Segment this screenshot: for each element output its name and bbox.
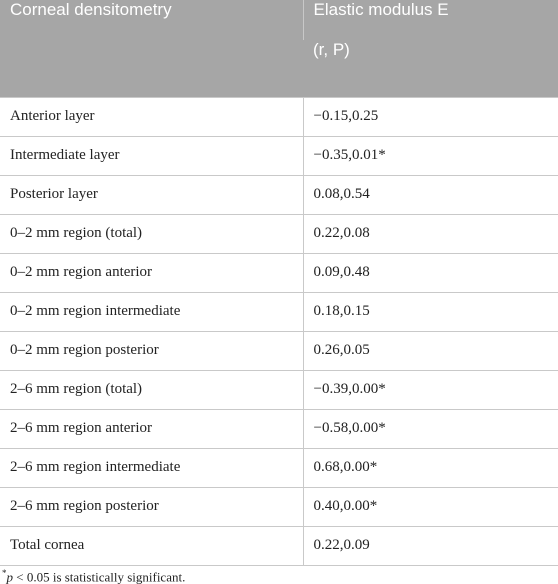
table-row	[0, 487, 558, 526]
table-row	[0, 214, 558, 253]
row-label: 0–2 mm region intermediate	[0, 292, 303, 331]
table-body	[0, 97, 558, 565]
row-label: 2–6 mm region (total)	[0, 370, 303, 409]
table-row	[0, 331, 558, 370]
footnote-marker: *	[2, 568, 7, 578]
header-corneal-densitometry: Corneal densitometry	[0, 0, 303, 97]
footnote	[2, 566, 185, 584]
row-label: 0–2 mm region posterior	[0, 331, 303, 370]
table-row	[0, 253, 558, 292]
row-label: 2–6 mm region posterior	[0, 487, 303, 526]
row-label: 0–2 mm region (total)	[0, 214, 303, 253]
footnote-text: < 0.05 is statistically significant.	[13, 569, 186, 584]
footnote-p: p	[6, 569, 13, 584]
row-value: 0.18,0.15	[303, 292, 558, 331]
row-value: 0.26,0.05	[303, 331, 558, 370]
row-label: 0–2 mm region anterior	[0, 253, 303, 292]
row-label: Intermediate layer	[0, 136, 303, 175]
table-row	[0, 175, 558, 214]
row-value: −0.15,0.25	[303, 97, 558, 136]
table-row	[0, 448, 558, 487]
row-value: 0.08,0.54	[303, 175, 558, 214]
table-row	[0, 370, 558, 409]
row-label: Posterior layer	[0, 175, 303, 214]
table-header	[0, 0, 558, 97]
row-value: 0.09,0.48	[303, 253, 558, 292]
header-r-p: (r, P)	[303, 40, 558, 97]
row-label: Total cornea	[0, 526, 303, 565]
row-label: 2–6 mm region intermediate	[0, 448, 303, 487]
row-value: −0.58,0.00*	[303, 409, 558, 448]
table-row	[0, 136, 558, 175]
row-value: 0.40,0.00*	[303, 487, 558, 526]
table-row	[0, 292, 558, 331]
row-value: 0.22,0.09	[303, 526, 558, 565]
row-label: Anterior layer	[0, 97, 303, 136]
table-row	[0, 409, 558, 448]
row-value: −0.35,0.01*	[303, 136, 558, 175]
row-value: 0.68,0.00*	[303, 448, 558, 487]
row-label: 2–6 mm region anterior	[0, 409, 303, 448]
table-row	[0, 97, 558, 136]
row-value: −0.39,0.00*	[303, 370, 558, 409]
table-row	[0, 526, 558, 565]
row-value: 0.22,0.08	[303, 214, 558, 253]
header-elastic-modulus: Elastic modulus E	[303, 0, 558, 40]
